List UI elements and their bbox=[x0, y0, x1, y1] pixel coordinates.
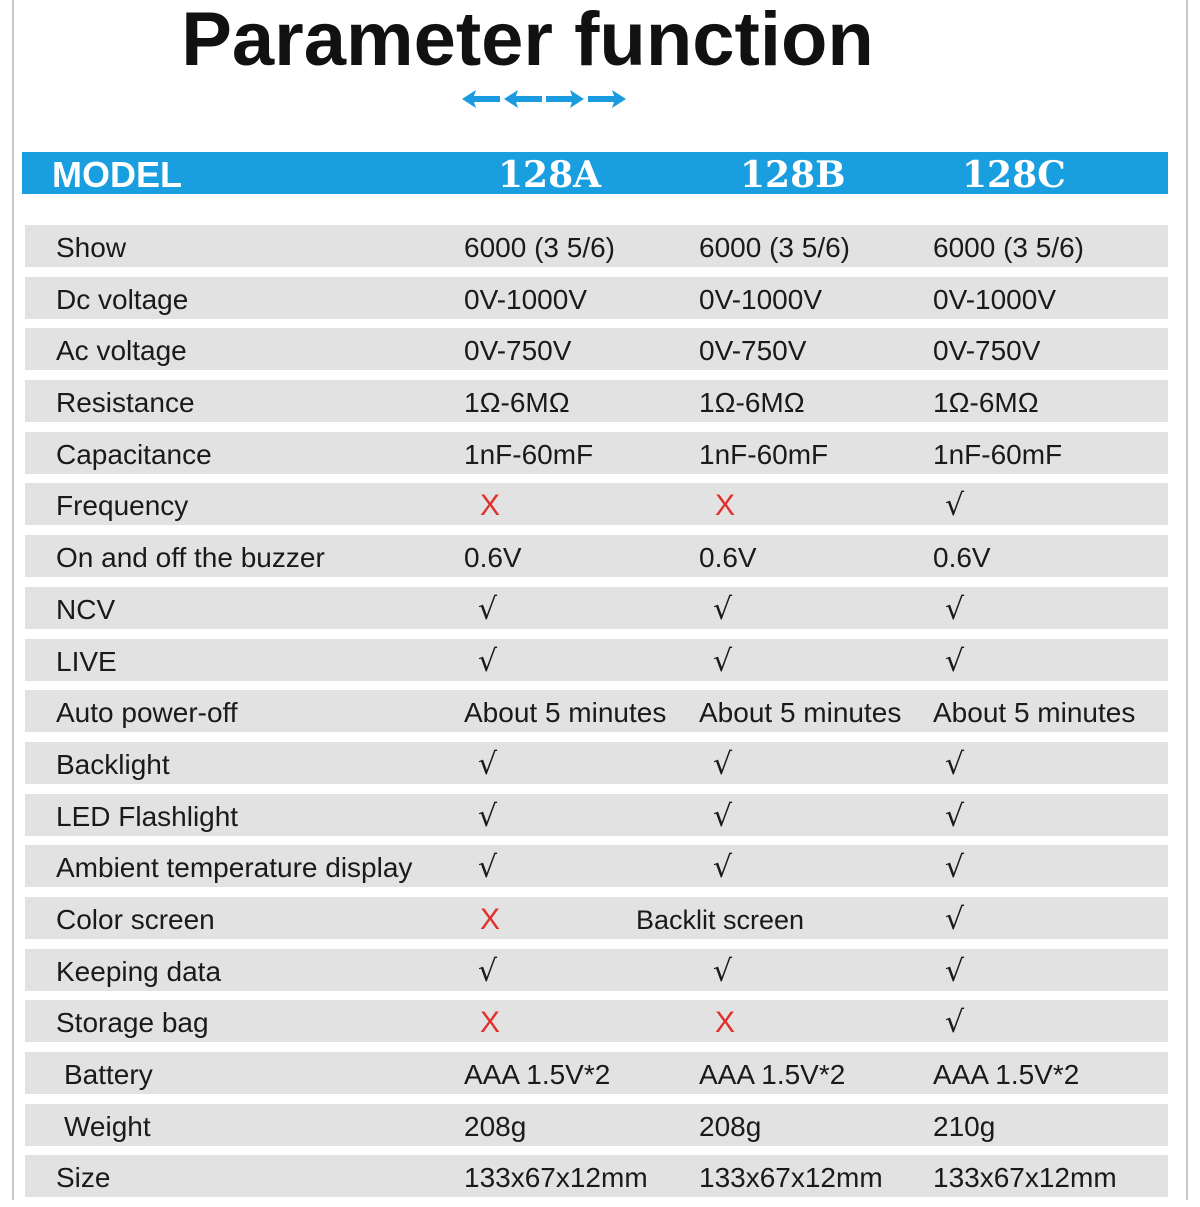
value-128a: 0V-750V bbox=[464, 335, 572, 367]
table-row bbox=[25, 328, 1168, 370]
value-128c: 0.6V bbox=[933, 542, 991, 574]
row-label: Backlight bbox=[56, 748, 170, 780]
check-mark-128c: √ bbox=[945, 850, 965, 886]
table-row bbox=[25, 225, 1168, 267]
value-128a: AAA 1.5V*2 bbox=[464, 1059, 611, 1090]
row-label: Capacitance bbox=[56, 438, 212, 470]
table-row bbox=[25, 1104, 1168, 1146]
check-mark-128c: √ bbox=[945, 1005, 965, 1041]
value-128c: About 5 minutes bbox=[933, 697, 1136, 729]
row-label: NCV bbox=[56, 593, 116, 625]
check-mark-128c: √ bbox=[945, 798, 965, 834]
table-row bbox=[25, 742, 1168, 784]
row-label: Ambient temperature display bbox=[56, 852, 413, 884]
value-128b: 0.6V bbox=[699, 542, 757, 574]
check-mark-128b: √ bbox=[713, 643, 733, 679]
header-model-label: MODEL bbox=[52, 154, 182, 195]
value-128b: Backlit screen bbox=[636, 904, 805, 935]
value-128a: 0V-1000V bbox=[464, 283, 587, 315]
value-128a: 1nF-60mF bbox=[464, 438, 594, 470]
check-mark-128a: √ bbox=[478, 746, 498, 782]
row-label: Storage bag bbox=[56, 1007, 209, 1039]
cross-mark-128a: X bbox=[480, 1006, 501, 1040]
check-mark-128a: √ bbox=[478, 850, 498, 886]
row-label: Frequency bbox=[56, 490, 189, 522]
header-model-128c: 128C bbox=[962, 154, 1066, 196]
row-label: Battery bbox=[64, 1059, 153, 1090]
value-128c: AAA 1.5V*2 bbox=[933, 1059, 1080, 1090]
header-model-128b: 128B bbox=[740, 154, 846, 196]
row-label: Auto power-off bbox=[56, 697, 238, 729]
check-mark-128c: √ bbox=[945, 643, 965, 679]
header-model-128a: 128A bbox=[498, 154, 602, 196]
row-label: LED Flashlight bbox=[56, 800, 239, 832]
page-title: Parameter function bbox=[181, 0, 874, 82]
check-mark-128c: √ bbox=[945, 901, 965, 937]
check-mark-128c: √ bbox=[945, 591, 965, 627]
table-row bbox=[25, 1000, 1168, 1042]
value-128b: 133x67x12mm bbox=[699, 1162, 883, 1194]
value-128c: 1Ω-6MΩ bbox=[933, 387, 1039, 419]
table-row bbox=[25, 794, 1168, 836]
value-128b: 6000 (3 5/6) bbox=[699, 232, 850, 263]
value-128b: 208g bbox=[699, 1110, 762, 1142]
check-mark-128c: √ bbox=[945, 746, 965, 782]
value-128c: 6000 (3 5/6) bbox=[933, 232, 1084, 263]
row-label: On and off the buzzer bbox=[56, 542, 325, 574]
table-row bbox=[25, 949, 1168, 991]
row-label: Show bbox=[56, 232, 127, 263]
table-row bbox=[25, 845, 1168, 887]
check-mark-128c: √ bbox=[945, 953, 965, 989]
check-mark-128b: √ bbox=[713, 591, 733, 627]
table-row bbox=[25, 897, 1168, 939]
table-row bbox=[25, 639, 1168, 681]
arrow-right-icon bbox=[588, 90, 626, 108]
value-128b: 0V-750V bbox=[699, 335, 807, 367]
frame-border-left bbox=[12, 0, 14, 1200]
table-row bbox=[25, 277, 1168, 319]
arrow-right-icon bbox=[546, 90, 584, 108]
value-128a: 208g bbox=[464, 1110, 527, 1142]
cross-mark-128b: X bbox=[715, 489, 736, 523]
check-mark-128b: √ bbox=[713, 953, 733, 989]
row-label: Color screen bbox=[56, 903, 215, 935]
frame-border-right bbox=[1186, 0, 1188, 1200]
row-label: Ac voltage bbox=[56, 335, 187, 367]
table-row bbox=[25, 432, 1168, 474]
check-mark-128a: √ bbox=[478, 643, 498, 679]
value-128a: 0.6V bbox=[464, 542, 522, 574]
row-label: Weight bbox=[64, 1110, 151, 1142]
check-mark-128a: √ bbox=[478, 591, 498, 627]
check-mark-128b: √ bbox=[713, 746, 733, 782]
cross-mark-128b: X bbox=[715, 1006, 736, 1040]
check-mark-128b: √ bbox=[713, 850, 733, 886]
decorative-arrows bbox=[460, 86, 628, 112]
check-mark-128c: √ bbox=[945, 488, 965, 524]
arrow-left-icon bbox=[462, 90, 500, 108]
table-row bbox=[25, 483, 1168, 525]
arrow-left-icon bbox=[504, 90, 542, 108]
table-row bbox=[25, 690, 1168, 732]
value-128a: About 5 minutes bbox=[464, 697, 667, 729]
row-label: Resistance bbox=[56, 387, 195, 419]
value-128b: 1Ω-6MΩ bbox=[699, 387, 805, 419]
check-mark-128a: √ bbox=[478, 798, 498, 834]
table-row bbox=[25, 1155, 1168, 1197]
value-128b: About 5 minutes bbox=[699, 697, 902, 729]
value-128b: AAA 1.5V*2 bbox=[699, 1059, 846, 1090]
row-label: LIVE bbox=[56, 645, 117, 677]
value-128a: 1Ω-6MΩ bbox=[464, 387, 570, 419]
check-mark-128b: √ bbox=[713, 798, 733, 834]
table-row bbox=[25, 587, 1168, 629]
check-mark-128a: √ bbox=[478, 953, 498, 989]
value-128b: 0V-1000V bbox=[699, 283, 822, 315]
value-128c: 210g bbox=[933, 1110, 996, 1142]
value-128c: 1nF-60mF bbox=[933, 438, 1063, 470]
parameter-table bbox=[25, 225, 1168, 1207]
value-128c: 133x67x12mm bbox=[933, 1162, 1117, 1194]
cross-mark-128a: X bbox=[480, 489, 501, 523]
value-128a: 133x67x12mm bbox=[464, 1162, 648, 1194]
row-label: Dc voltage bbox=[56, 283, 189, 315]
table-row bbox=[25, 1052, 1168, 1094]
cross-mark-128a: X bbox=[480, 902, 501, 936]
value-128c: 0V-750V bbox=[933, 335, 1041, 367]
row-label: Keeping data bbox=[56, 955, 222, 987]
value-128b: 1nF-60mF bbox=[699, 438, 829, 470]
table-row bbox=[25, 380, 1168, 422]
table-row bbox=[25, 535, 1168, 577]
row-label: Size bbox=[56, 1162, 111, 1194]
value-128a: 6000 (3 5/6) bbox=[464, 232, 615, 263]
value-128c: 0V-1000V bbox=[933, 283, 1056, 315]
